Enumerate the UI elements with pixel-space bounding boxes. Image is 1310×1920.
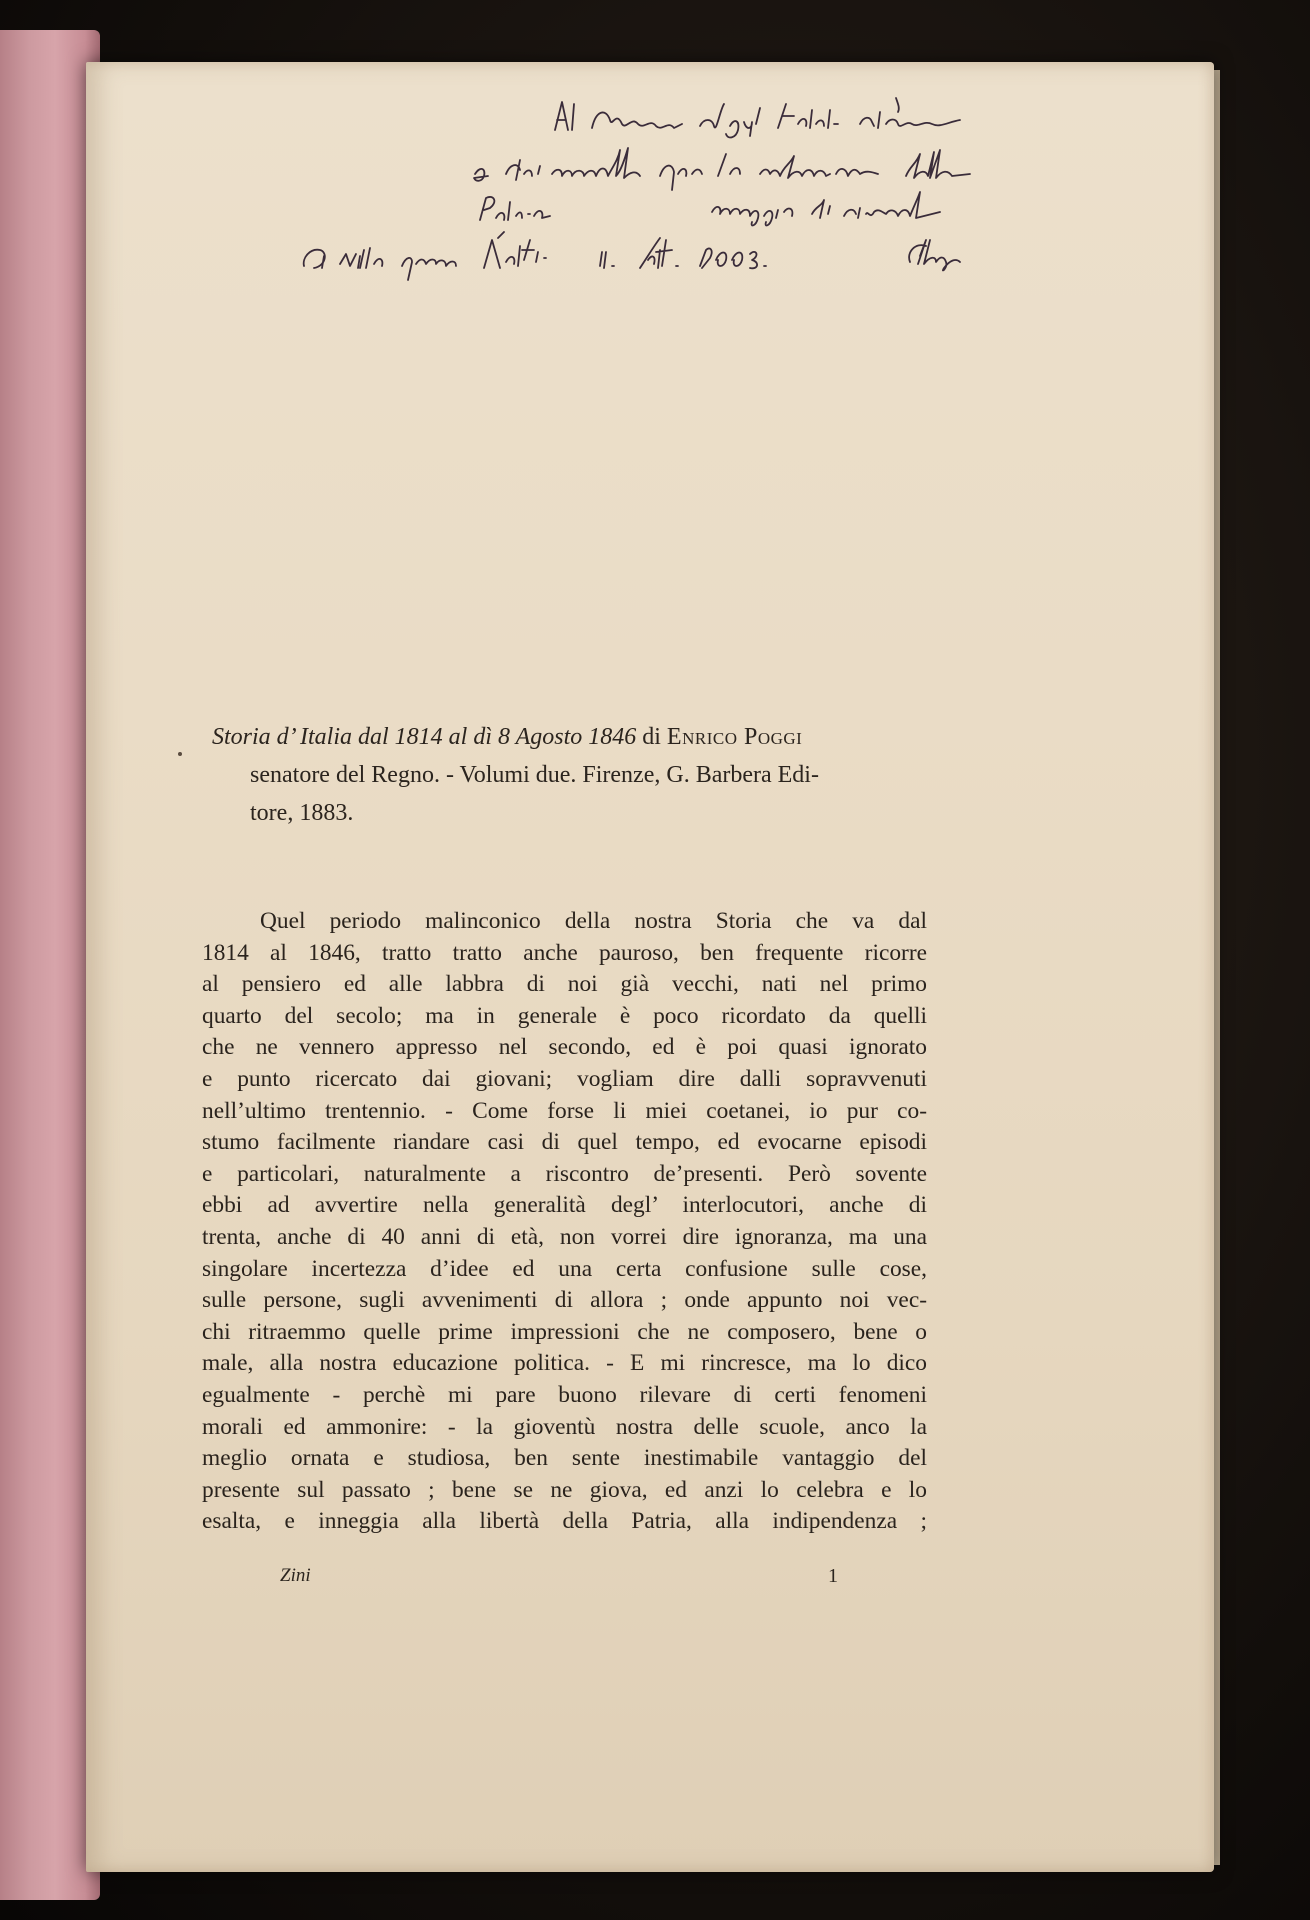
book-title: Storia d’ Italia dal 1814 al dì 8 Agosto 1846 bbox=[212, 724, 637, 750]
body-line: stumo facilmente riandare casi di quel tempo, ed evocarne episodi bbox=[202, 1129, 927, 1156]
body-line: chi ritraemmo quelle prime impressioni che ne composero, bene o bbox=[202, 1318, 927, 1345]
body-line: singolare incertezza d’idee ed una certa confusione sulle cose, bbox=[202, 1255, 927, 1282]
body-line: quarto del secolo; ma in generale è poco ricordato da quelli bbox=[202, 1002, 927, 1029]
body-paragraph bbox=[202, 906, 927, 1538]
signature-mark: Zini bbox=[280, 1565, 311, 1586]
title-line-3: tore, 1883. bbox=[250, 800, 354, 826]
page-number: 1 bbox=[828, 1565, 838, 1587]
inscription-handwriting bbox=[300, 90, 1200, 330]
body-line: trenta, anche di 40 anni di età, non vorrei dire ignoranza, ma una bbox=[202, 1223, 927, 1250]
body-line: Quel periodo malinconico della nostra Storia che va dal bbox=[260, 908, 927, 934]
page-speck bbox=[178, 752, 182, 756]
title-di: di bbox=[642, 724, 667, 750]
body-line: meglio ornata e studiosa, ben sente inestimabile vantaggio del bbox=[202, 1445, 927, 1472]
book-cover-edge bbox=[0, 30, 100, 1900]
body-line: nell’ultimo trentennio. - Come forse li miei coetanei, io pur co- bbox=[202, 1097, 927, 1124]
body-line: che ne vennero appresso nel secondo, ed è poi quasi ignorato bbox=[202, 1034, 927, 1061]
body-line: e punto ricercato dai giovani; vogliam dire dalli sopravvenuti bbox=[202, 1065, 927, 1092]
body-line: esalta, e inneggia alla libertà della Patria, alla indipendenza ; bbox=[202, 1508, 927, 1535]
body-line: presente sul passato ; bene se ne giova, ed anzi lo celebra e lo bbox=[202, 1476, 927, 1503]
body-line: e particolari, naturalmente a riscontro de’presenti. Però sovente bbox=[202, 1160, 927, 1187]
body-line: male, alla nostra educazione politica. - E mi rincresce, ma lo dico bbox=[202, 1350, 927, 1377]
title-line-2: senatore del Regno. - Volumi due. Firenze, G. Barbera Edi- bbox=[250, 762, 819, 788]
body-line: 1814 al 1846, tratto tratto anche pauroso, ben frequente ricorre bbox=[202, 939, 927, 966]
body-line: al pensiero ed alle labbra di noi già vecchi, nati nel primo bbox=[202, 971, 927, 998]
body-line: sulle persone, sugli avvenimenti di allora ; onde appunto noi vec- bbox=[202, 1287, 927, 1314]
handwritten-inscription bbox=[300, 90, 1200, 330]
title-line-1 bbox=[212, 718, 932, 756]
book-author: Enrico Poggi bbox=[666, 724, 803, 750]
body-line: ebbi ad avvertire nella generalità degl’ interlocutori, anche di bbox=[202, 1192, 927, 1219]
book-title-block bbox=[212, 718, 932, 832]
body-line: egualmente - perchè mi pare buono rilevare di certi fenomeni bbox=[202, 1381, 927, 1408]
body-line: morali ed ammonire: - la gioventù nostra delle scuole, anco la bbox=[202, 1413, 927, 1440]
